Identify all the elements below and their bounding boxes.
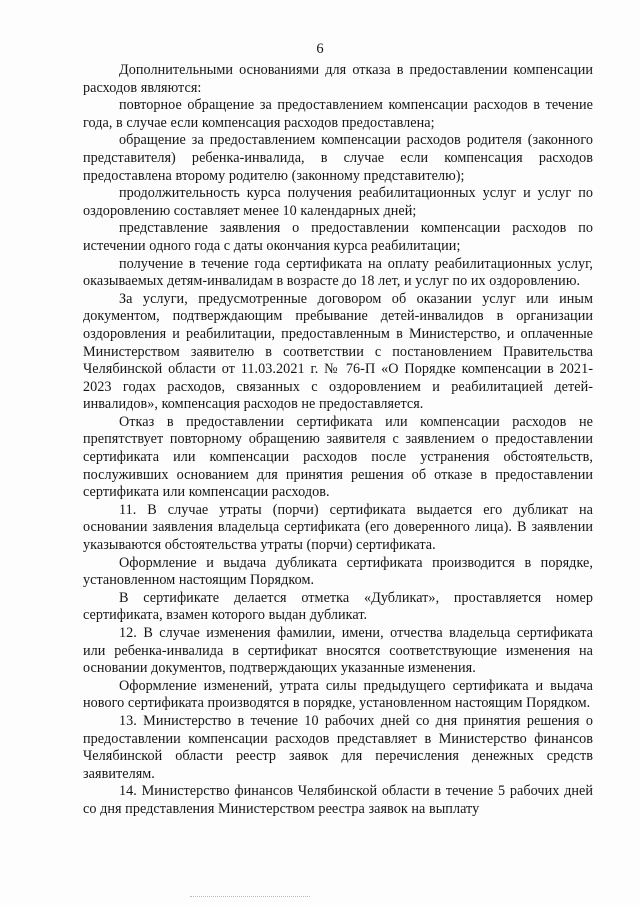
paragraph-additional-grounds: Дополнительными основаниями для отказа в предоставлении компенсации расходов являются: bbox=[83, 62, 593, 96]
paragraph-late-application: представление заявления о предоставлении компенсации расходов по истечении одного года с даты окончания курса реабилитации; bbox=[83, 220, 593, 254]
paragraph-services-not-compensated: За услуги, предусмотренные договором об оказании услуг или иным документом, подтверждающим пребывание детей-инвалидов в организации оздоровления и реабилитации, предоставленным в Министерство, и оплаченные Министерством заявителю в соответствии с постановлением Правительства Челябинской области от 11.03.2021 г. № 76-П «О Порядке компенсации в 2021-2023 годах расходов, связанных с оздоровлением и реабилитацией детей-инвалидов», компенсация расходов не предоставляется. bbox=[83, 290, 593, 413]
paragraph-changes-formalization: Оформление изменений, утрата силы предыдущего сертификата и выдача нового сертификата производятся в порядке, установленном настоящим Порядком. bbox=[83, 677, 593, 712]
paragraph-refusal-no-obstacle: Отказ в предоставлении сертификата или компенсации расходов не препятствует повторному обращению заявителя с заявлением о предоставлении сертификата или компенсации расходов после устранения обстоятельств, послуживших основанием для принятия решения об отказе в предоставлении сертификата или компенсации расходов. bbox=[83, 413, 593, 501]
page-number: 6 bbox=[316, 41, 324, 57]
paragraph-item-13: 13. Министерство в течение 10 рабочих дней со дня принятия решения о предоставлении компенсации расходов представляет в Министерство финансов Челябинской области реестр заявок для перечисления денежных средств заявителям. bbox=[83, 712, 593, 782]
scan-artifact bbox=[190, 896, 310, 898]
paragraph-second-parent: обращение за предоставлением компенсации расходов родителя (законного представителя) ребенка-инвалида, в случае если компенсация расходов предоставлена второму родителю (законному представителю); bbox=[83, 132, 593, 184]
paragraph-duplicate-mark: В сертификате делается отметка «Дубликат», проставляется номер сертификата, взамен которого выдан дубликат. bbox=[83, 589, 593, 624]
document-body bbox=[83, 62, 593, 819]
paragraph-duplicate-issuance: Оформление и выдача дубликата сертификата производится в порядке, установленном настоящим Порядком. bbox=[83, 554, 593, 589]
paragraph-certificate-received: получение в течение года сертификата на оплату реабилитационных услуг, оказываемых детям-инвалидам в возрасте до 18 лет, и услуг по их оздоровлению. bbox=[83, 255, 593, 290]
paragraph-item-11: 11. В случае утраты (порчи) сертификата выдается его дубликат на основании заявления владельца сертификата (его доверенного лица). В заявлении указываются обстоятельства утраты (порчи) сертификата. bbox=[83, 501, 593, 554]
paragraph-item-14: 14. Министерство финансов Челябинской области в течение 5 рабочих дней со дня представления Министерством реестра заявок на выплату bbox=[83, 783, 593, 817]
paragraph-item-12: 12. В случае изменения фамилии, имени, отчества владельца сертификата или ребенка-инвалида в сертификат вносятся соответствующие изменения на основании документов, подтверждающих указанные изменения. bbox=[83, 625, 593, 677]
paragraph-repeat-request: повторное обращение за предоставлением компенсации расходов в течение года, в случае если компенсация расходов предоставлена; bbox=[83, 97, 593, 131]
paragraph-course-duration: продолжительность курса получения реабилитационных услуг и услуг по оздоровлению составляет менее 10 календарных дней; bbox=[83, 185, 593, 219]
